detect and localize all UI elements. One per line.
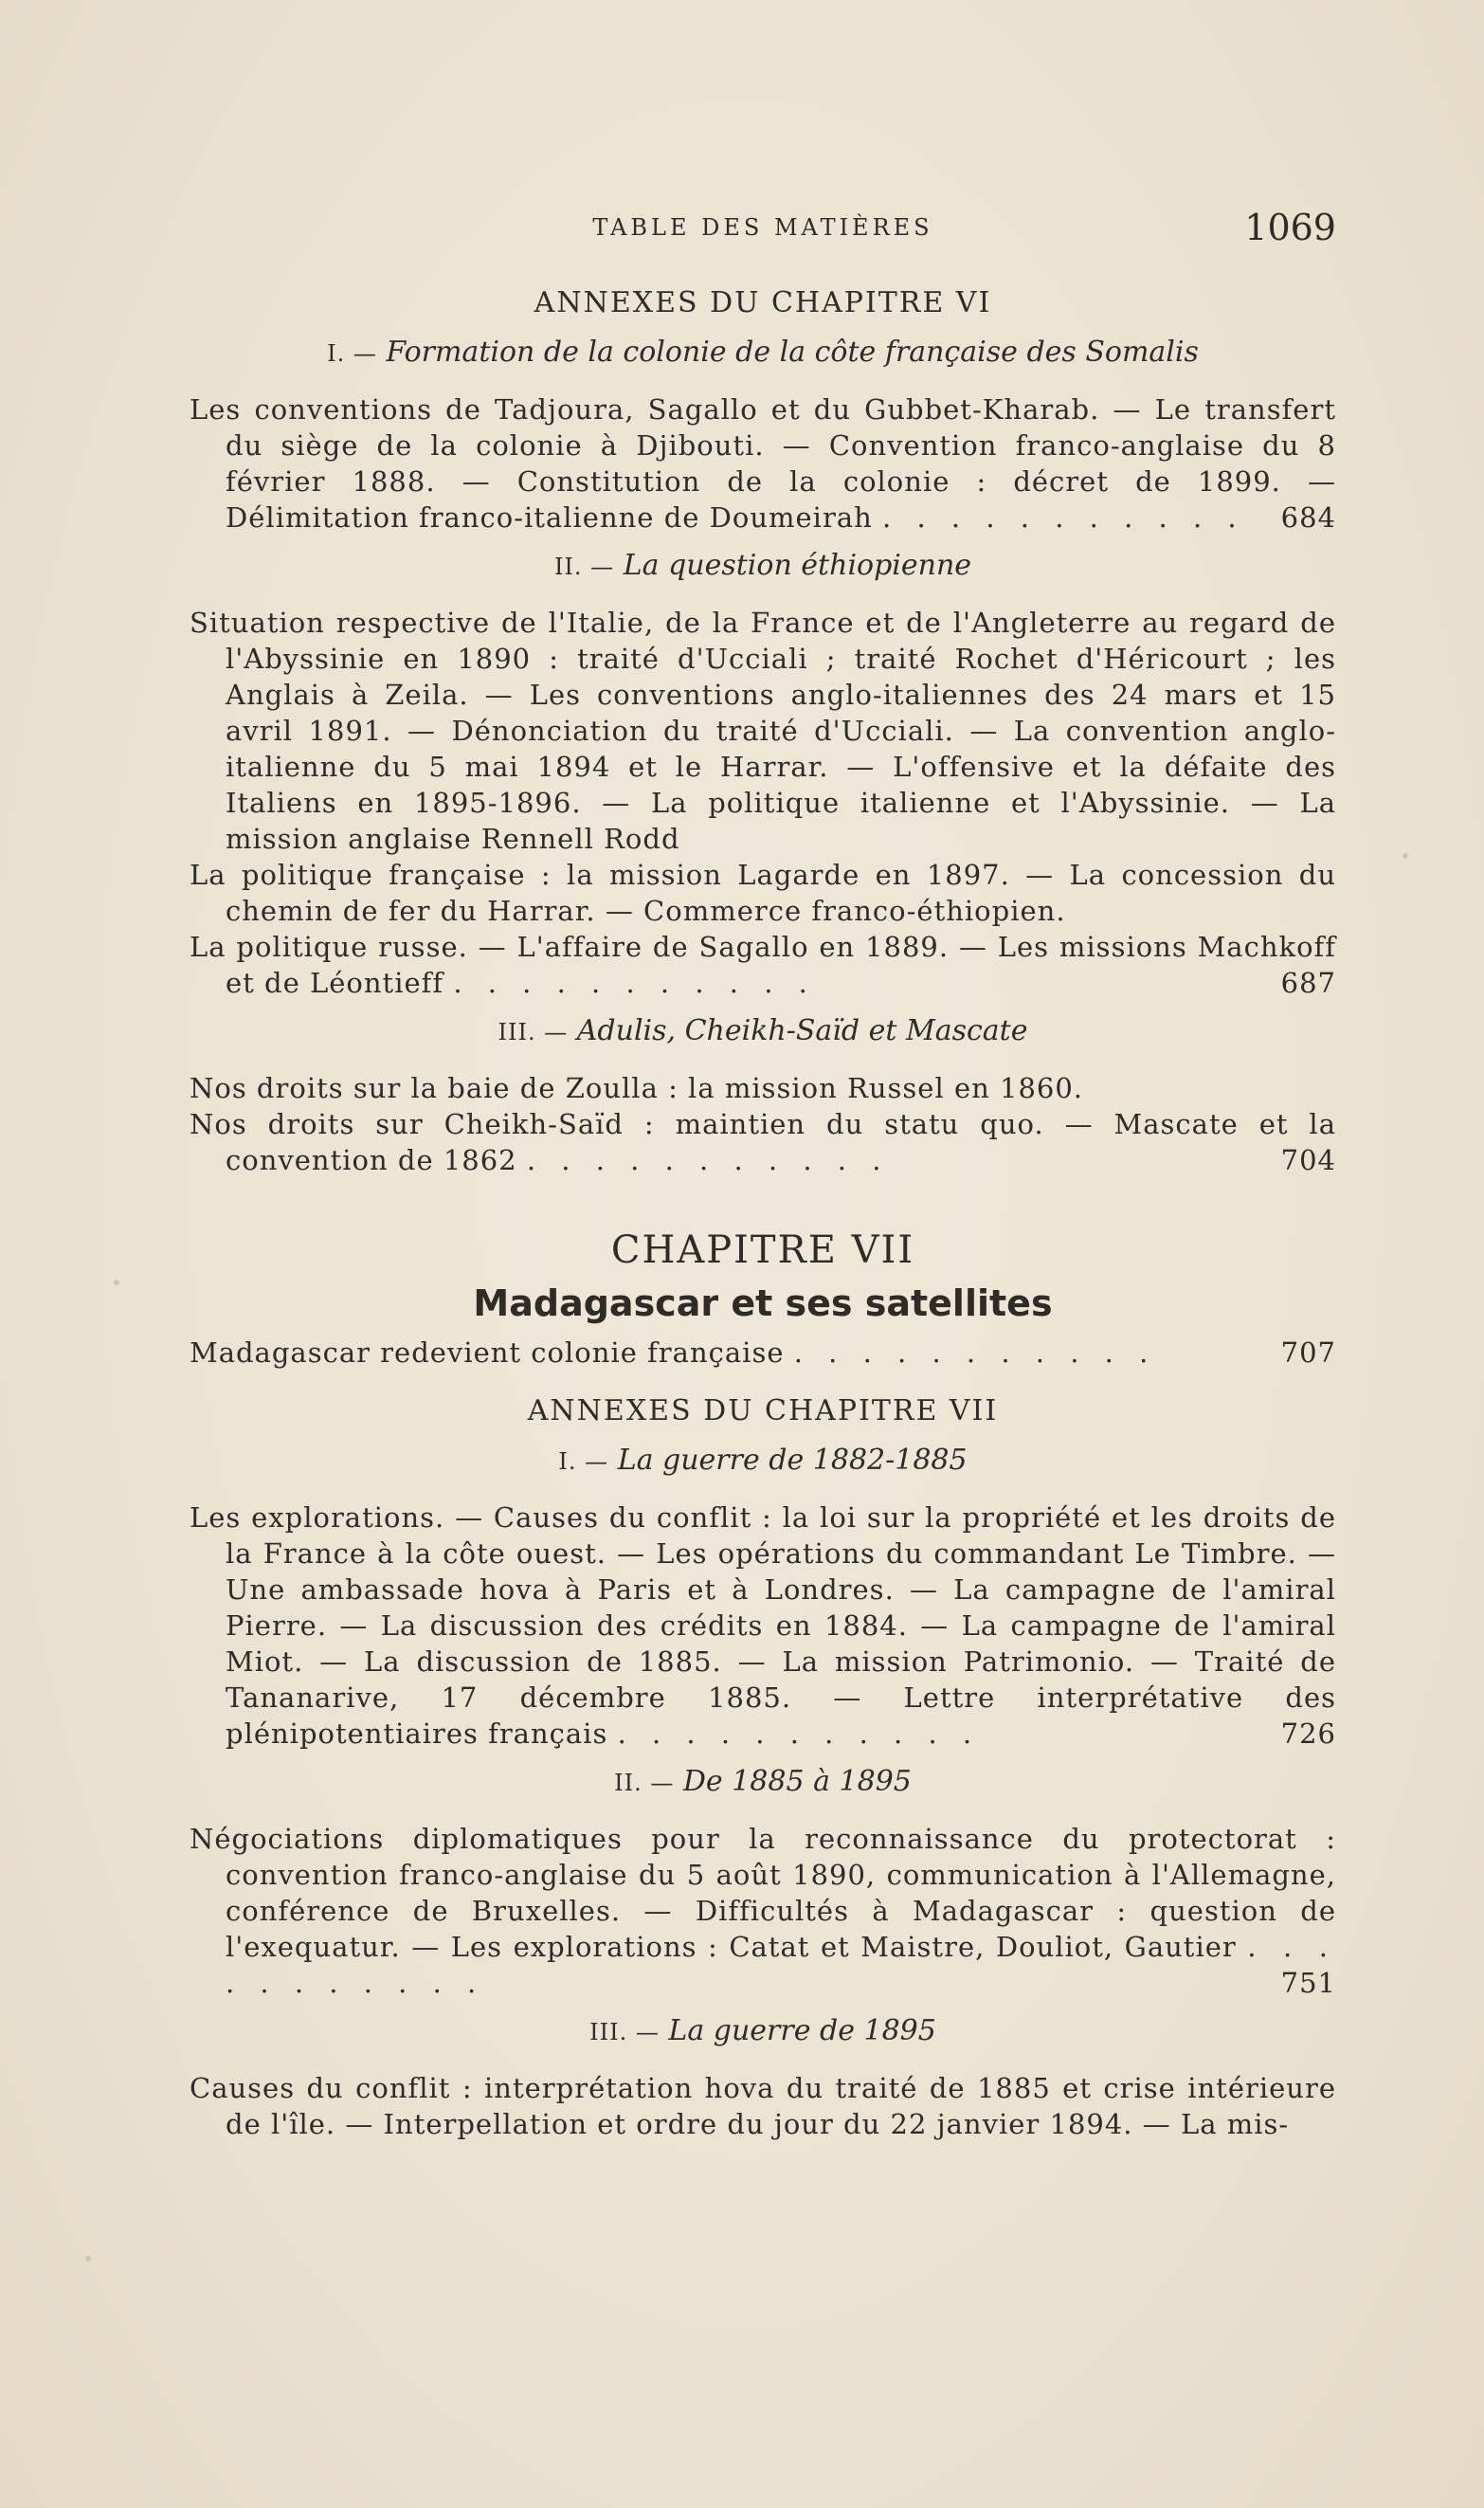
entry-text: Nos droits sur la baie de Zoulla : la mission Russel en 1860. bbox=[190, 1072, 1084, 1104]
running-title: TABLE DES MATIÈRES bbox=[592, 214, 933, 241]
page-number: 1069 bbox=[1244, 207, 1336, 248]
toc-entry bbox=[190, 2070, 1336, 2142]
section-heading bbox=[190, 1761, 1336, 1804]
section-title: Adulis, Cheikh-Saïd et Mascate bbox=[576, 1014, 1028, 1047]
entry-text: Négociations diplomatiques pour la reconnaissance du protectorat : convention franco-anglaise du 5 août 1890, communication à l'Allemagne, conférence de Bruxelles. — Difficultés à Madagascar : question de l'exequatur. — Les explorations : Catat et Maistre, Douliot, Gautier bbox=[190, 1823, 1336, 1963]
dot-leader: . . . . . . . . . . . bbox=[882, 501, 1245, 534]
paper-speck bbox=[1403, 853, 1408, 859]
section-number: I. — bbox=[327, 340, 377, 367]
running-head bbox=[190, 199, 1336, 256]
section-number: I. — bbox=[558, 1448, 609, 1475]
section-title: La guerre de 1895 bbox=[668, 2014, 936, 2047]
section-heading bbox=[190, 1440, 1336, 1482]
annexes-heading: ANNEXES DU CHAPITRE VI bbox=[534, 286, 992, 319]
toc-entry bbox=[190, 605, 1336, 857]
entry-text: La politique française : la mission Lagarde en 1897. — La concession du chemin de fer du Harrar. — Commerce franco-éthiopien. bbox=[190, 859, 1336, 927]
section-heading bbox=[190, 1010, 1336, 1053]
entry-text bbox=[190, 1334, 1156, 1372]
paper-speck bbox=[85, 2256, 91, 2262]
entry-page: 751 bbox=[1280, 1967, 1336, 1999]
entry-text: Les conventions de Tadjoura, Sagallo et du Gubbet-Kharab. — Le transfert du siège de la colonie à Djibouti. — Convention franco-anglaise du 8 février 1888. — Constitution de la colonie : décret de 1899. — Délimitation franco-italienne de Doumeirah bbox=[190, 393, 1336, 534]
section-number: III. — bbox=[589, 2019, 660, 2045]
dot-leader: . . . . . . . . . . . bbox=[453, 967, 816, 999]
toc-entry bbox=[190, 857, 1336, 929]
entry-text: Les explorations. — Causes du conflit : la loi sur la propriété et les droits de la France à la côte ouest. — Les opérations du commandant Le Timbre. — Une ambassade hova à Paris et à Londres. — La campagne de l'amiral Pierre. — La discussion des crédits en 1884. — La campagne de l'amiral Miot. — La discussion de 1885. — La mission Patrimonio. — Traité de Tananarive, 17 décembre 1885. — Lettre interprétative des plénipotentiaires français bbox=[190, 1501, 1336, 1750]
entry-page: 684 bbox=[1280, 501, 1336, 534]
toc-entry bbox=[190, 1334, 1336, 1372]
section-title: La guerre de 1882-1885 bbox=[617, 1444, 968, 1477]
section-heading bbox=[190, 2010, 1336, 2053]
text-column bbox=[190, 199, 1336, 2142]
chapter-label: CHAPITRE VII bbox=[610, 1228, 915, 1272]
section-title: La question éthiopienne bbox=[623, 549, 972, 582]
dot-leader: . . . . . . . . . . . bbox=[617, 1717, 981, 1750]
entry-page: 726 bbox=[1280, 1717, 1336, 1750]
section-number: II. — bbox=[553, 554, 615, 580]
entry-page: 704 bbox=[1280, 1144, 1336, 1176]
toc-entry bbox=[190, 1106, 1336, 1178]
toc-entry bbox=[190, 1070, 1336, 1106]
entry-text: La politique russe. — L'affaire de Sagallo en 1889. — Les missions Machkoff et de Léontieff bbox=[190, 931, 1336, 999]
entry-page: 687 bbox=[1280, 967, 1336, 999]
toc-entry bbox=[190, 1499, 1336, 1752]
section-title: Formation de la colonie de la côte française des Somalis bbox=[386, 336, 1199, 369]
dot-leader: . . . . . . . . . . . bbox=[226, 1931, 1337, 1999]
toc-entry bbox=[190, 1821, 1336, 2001]
dot-leader: . . . . . . . . . . . bbox=[793, 1336, 1157, 1369]
section-number: II. — bbox=[614, 1770, 675, 1796]
section-number: III. — bbox=[498, 1019, 569, 1045]
entry-text: Nos droits sur Cheikh-Saïd : maintien du statu quo. — Mascate et la convention de 1862 bbox=[190, 1108, 1336, 1176]
toc-entry bbox=[190, 929, 1336, 1001]
entry-page: 707 bbox=[1280, 1336, 1336, 1369]
entry-text: Causes du conflit : interprétation hova du traité de 1885 et crise intérieure de l'île. — Interpellation et ordre du jour du 22 janvier 1894. — La mis- bbox=[190, 2072, 1336, 2140]
toc-entry bbox=[190, 391, 1336, 536]
entry-text: Situation respective de l'Italie, de la France et de l'Angleterre au regard de l'Abyssinie en 1890 : traité d'Ucciali ; traité Rochet d'Héricourt ; les Anglais à Zeila. — Les conventions anglo-italiennes des 24 mars et 15 avril 1891. — Dénonciation du traité d'Ucciali. — La convention anglo-italienne du 5 mai 1894 et le Harrar. — L'offensive et la défaite des Italiens en 1895-1896. — La politique italienne et l'Abyssinie. — La mission anglaise Rennell Rodd bbox=[190, 607, 1336, 855]
section-title: De 1885 à 1895 bbox=[682, 1765, 912, 1798]
section-heading bbox=[190, 332, 1336, 374]
dot-leader: . . . . . . . . . . . bbox=[526, 1144, 890, 1176]
paper-speck bbox=[114, 1280, 119, 1285]
section-heading bbox=[190, 545, 1336, 588]
annexes-heading: ANNEXES DU CHAPITRE VII bbox=[527, 1394, 999, 1427]
entry-label: Madagascar redevient colonie française bbox=[190, 1336, 785, 1369]
chapter-title: Madagascar et ses satellites bbox=[473, 1282, 1053, 1324]
